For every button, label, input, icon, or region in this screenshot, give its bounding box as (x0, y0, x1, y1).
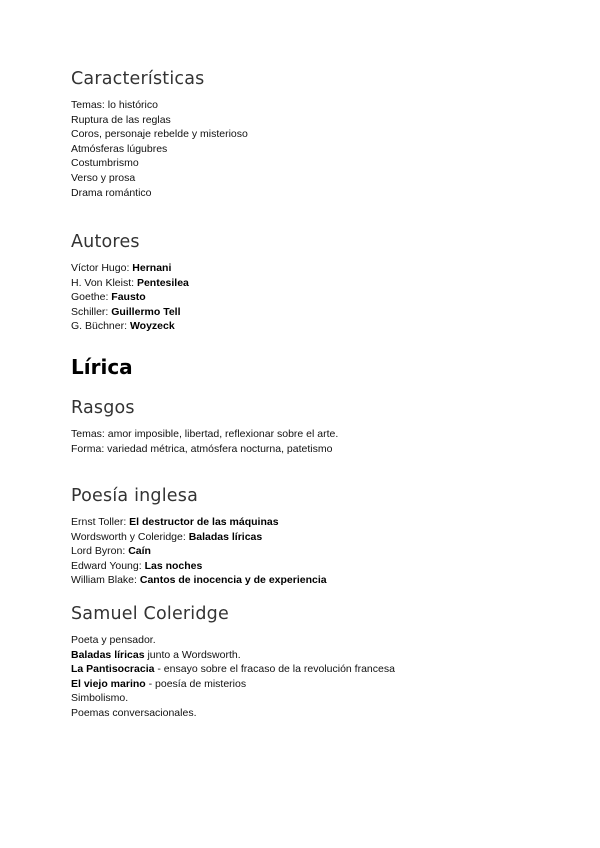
heading-autores: Autores (71, 232, 140, 252)
list-coleridge (71, 633, 395, 721)
author-name: Schiller: (71, 305, 112, 318)
list-item: Temas: lo histórico (71, 99, 158, 111)
author-name: Víctor Hugo: (71, 262, 133, 274)
list-item: Coros, personaje rebelde y misterioso (71, 128, 248, 141)
list-item: Poeta y pensador. (71, 634, 156, 646)
list-item (71, 559, 327, 574)
list-autores (71, 261, 189, 334)
work-title: El viejo marino (71, 677, 146, 690)
author-name: Lord Byron: (71, 545, 129, 558)
list-item (71, 305, 189, 320)
work-title: Las noches (144, 559, 203, 572)
author-name: Ernst Toller: (71, 516, 130, 528)
list-item: Ruptura de las reglas (71, 113, 171, 126)
heading-lirica: Lírica (71, 355, 133, 379)
work-title: La Pantisocracia (71, 663, 155, 676)
list-item (71, 515, 327, 530)
list-item: Poemas conversacionales. (71, 706, 197, 719)
description: - poesía de misterios (145, 677, 247, 690)
list-item: Drama romántico (71, 186, 152, 199)
work-title: Guillermo Tell (111, 305, 181, 318)
list-item: Temas: amor imposible, libertad, reflexionar sobre el arte. (71, 428, 339, 440)
list-rasgos (71, 427, 338, 456)
work-title: Baladas líricas (188, 530, 263, 543)
list-item: Simbolismo. (71, 692, 129, 705)
heading-caracteristicas: Características (71, 69, 205, 89)
author-name: Goethe: (71, 291, 112, 304)
list-item (71, 261, 189, 276)
list-item (71, 544, 327, 559)
description: junto a Wordsworth. (144, 648, 241, 661)
work-title: Fausto (111, 291, 146, 304)
list-item (71, 290, 189, 305)
list-item (71, 319, 189, 334)
work-title: El destructor de las máquinas (129, 516, 279, 528)
list-item (71, 677, 395, 692)
list-poesia-inglesa (71, 515, 327, 588)
list-item: Atmósferas lúgubres (71, 142, 168, 155)
list-item (71, 662, 395, 677)
work-title: Caín (128, 545, 151, 558)
author-name: Edward Young: (71, 559, 145, 572)
author-name: H. Von Kleist: (71, 276, 137, 289)
heading-rasgos: Rasgos (71, 398, 135, 418)
work-title: Hernani (132, 262, 172, 274)
work-title: Baladas líricas (71, 648, 145, 661)
work-title: Cantos de inocencia y de experiencia (139, 574, 327, 587)
list-caracteristicas (71, 98, 248, 200)
work-title: Pentesilea (136, 276, 189, 289)
work-title: Woyzeck (129, 320, 175, 333)
list-item: Verso y prosa (71, 171, 136, 184)
author-name: William Blake: (71, 574, 140, 587)
author-name: G. Büchner: (71, 320, 130, 333)
list-item (71, 530, 327, 545)
list-item (71, 573, 327, 588)
list-item: Forma: variedad métrica, atmósfera nocturna, patetismo (71, 442, 333, 455)
heading-coleridge: Samuel Coleridge (71, 604, 229, 624)
list-item (71, 276, 189, 291)
heading-poesia-inglesa: Poesía inglesa (71, 486, 199, 506)
list-item (71, 648, 395, 663)
list-item: Costumbrismo (71, 157, 139, 170)
author-name: Wordsworth y Coleridge: (71, 530, 189, 543)
description: - ensayo sobre el fracaso de la revolución francesa (154, 663, 395, 676)
